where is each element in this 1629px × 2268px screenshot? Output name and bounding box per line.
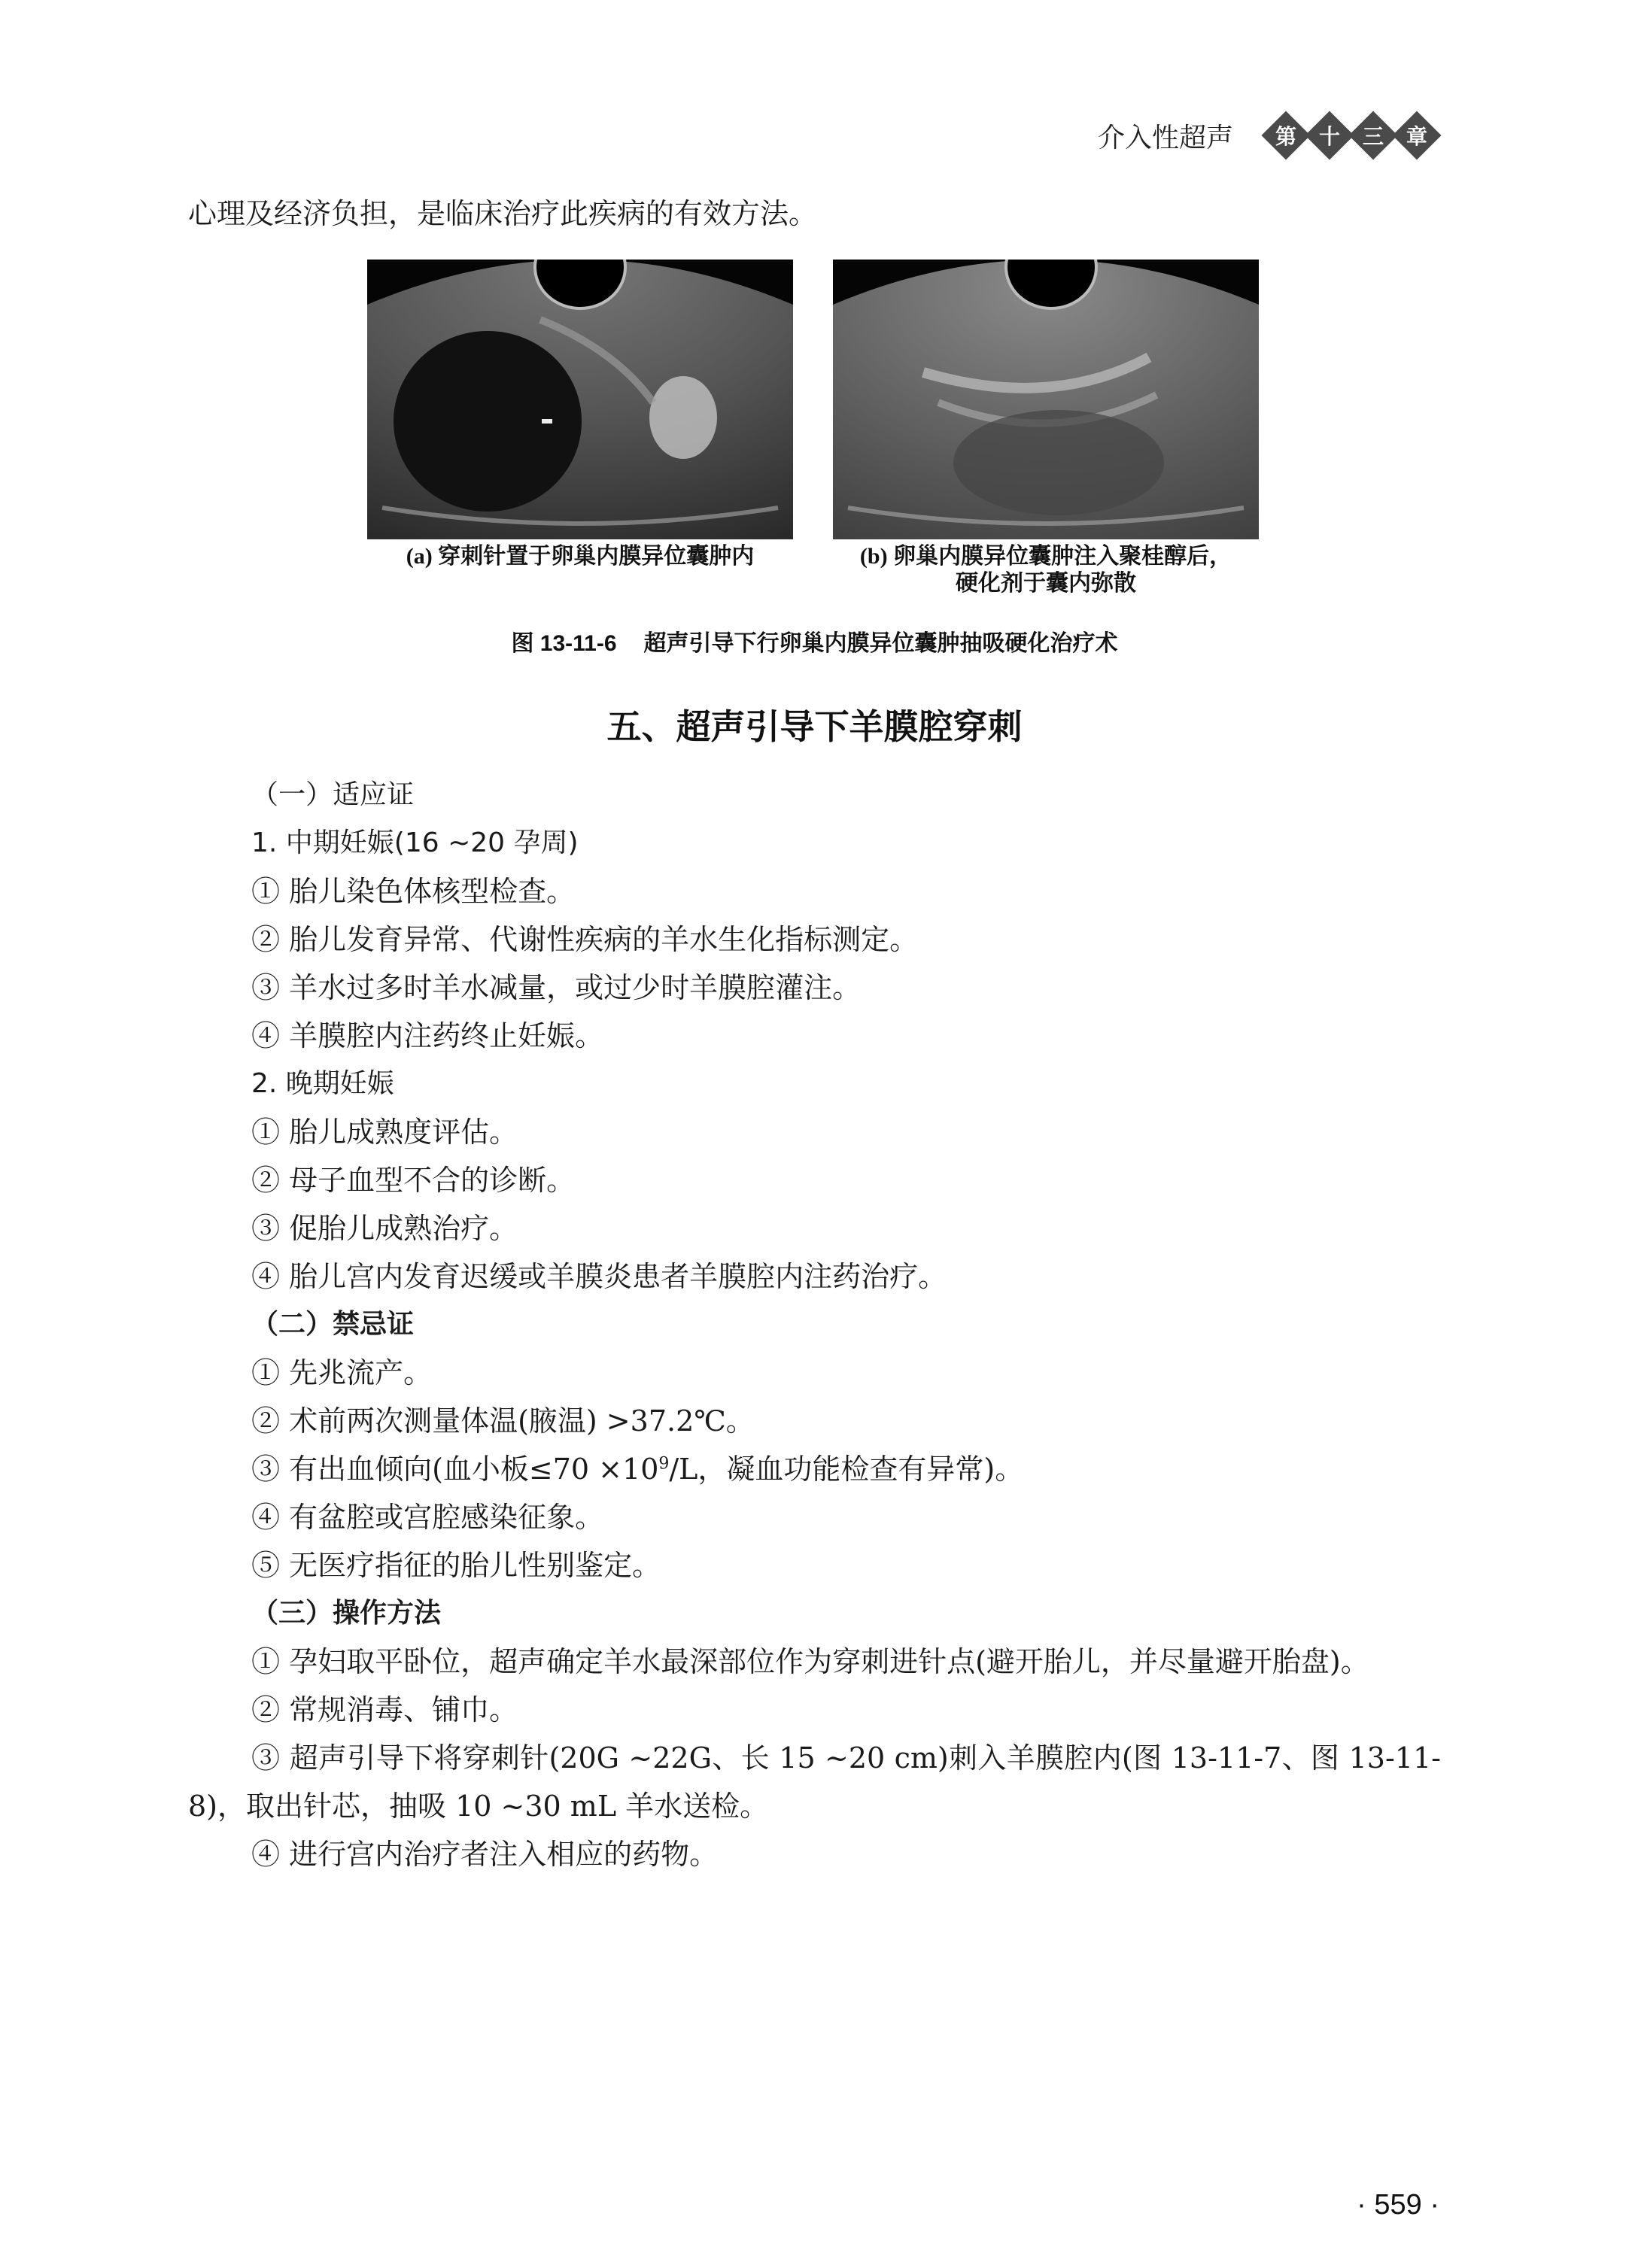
running-title: 介入性超声 — [1097, 122, 1233, 153]
content-body — [188, 771, 1441, 1878]
section-heading: 五、超声引导下羊膜腔穿刺 — [606, 706, 1023, 747]
list-item: ② 母子血型不合的诊断。 — [251, 1164, 576, 1197]
mid-pregnancy-label: 1. 中期妊娠(16 ~20 孕周) — [251, 827, 579, 858]
list-item: ① 先兆流产。 — [251, 1356, 433, 1389]
procedure-step: ① 孕妇取平卧位，超声确定羊水最深部位作为穿刺进针点(避开胎儿，并尽量避开胎盘)。 — [251, 1645, 1369, 1678]
list-item: ③ 羊水过多时羊水减量，或过少时羊膜腔灌注。 — [251, 971, 862, 1004]
procedure-step: ④ 进行宫内治疗者注入相应的药物。 — [251, 1838, 719, 1871]
procedure-heading: （三）操作方法 — [251, 1598, 442, 1629]
list-item: ④ 胎儿宫内发育迟缓或羊膜炎患者羊膜腔内注药治疗。 — [251, 1260, 947, 1293]
figure-caption-b-line2: 硬化剂于囊内弥散 — [956, 571, 1136, 596]
figure-row — [367, 260, 1259, 539]
chapter-badge: 第 — [1262, 111, 1310, 159]
running-header — [1098, 111, 1441, 159]
late-pregnancy-label: 2. 晚期妊娠 — [251, 1068, 394, 1099]
list-item: ① 胎儿成熟度评估。 — [251, 1116, 518, 1149]
list-item: ④ 有盆腔或宫腔感染征象。 — [251, 1501, 604, 1534]
figure-title — [0, 624, 1629, 657]
ultrasound-image-b — [833, 260, 1259, 539]
contraindications-heading: （二）禁忌证 — [251, 1309, 415, 1340]
chapter-badge: 章 — [1393, 111, 1441, 159]
ultrasound-image-a — [367, 260, 793, 539]
chapter-badges — [1266, 111, 1441, 159]
page-number: · 559 · — [1357, 2189, 1439, 2221]
figure-caption-b-line1: (b) 卵巢内膜异位囊肿注入聚桂醇后， — [859, 544, 1232, 569]
list-item: ⑤ 无医疗指征的胎儿性别鉴定。 — [251, 1549, 661, 1582]
figure-number: 图 13-11-6 — [511, 631, 617, 656]
chapter-badge: 十 — [1305, 111, 1354, 159]
lead-paragraph: 心理及经济负担，是临床治疗此疾病的有效方法。 — [188, 197, 818, 230]
chapter-badge: 三 — [1349, 111, 1397, 159]
list-item: ③ 有出血倾向(血小板$\le 70 \times 10^9/L$，凝血功能检查有异常)。 — [251, 1453, 1024, 1486]
list-item: ① 胎儿染色体核型检查。 — [251, 875, 576, 908]
figure-caption-b — [833, 543, 1259, 597]
figure-caption-a: (a) 穿刺针置于卵巢内膜异位囊肿内 — [406, 544, 755, 569]
procedure-step: ② 常规消毒、铺巾。 — [251, 1693, 518, 1726]
indications-heading: （一）适应证 — [251, 779, 415, 810]
list-item: ② 胎儿发育异常、代谢性疾病的羊水生化指标测定。 — [251, 923, 919, 956]
list-item: ③ 促胎儿成熟治疗。 — [251, 1212, 518, 1245]
procedure-step: ③ 超声引导下将穿刺针(20G ~22G、长 15 ~20 cm)刺入羊膜腔内(图 13-11-7、图 13-11-8)，取出针芯，抽吸 10 ~30 mL 羊水送检。 — [188, 1741, 1441, 1823]
list-item: ④ 羊膜腔内注药终止妊娠。 — [251, 1019, 604, 1052]
list-item: ② 术前两次测量体温(腋温) >37.2℃。 — [251, 1404, 755, 1438]
figure-title-text: 超声引导下行卵巢内膜异位囊肿抽吸硬化治疗术 — [643, 630, 1118, 657]
